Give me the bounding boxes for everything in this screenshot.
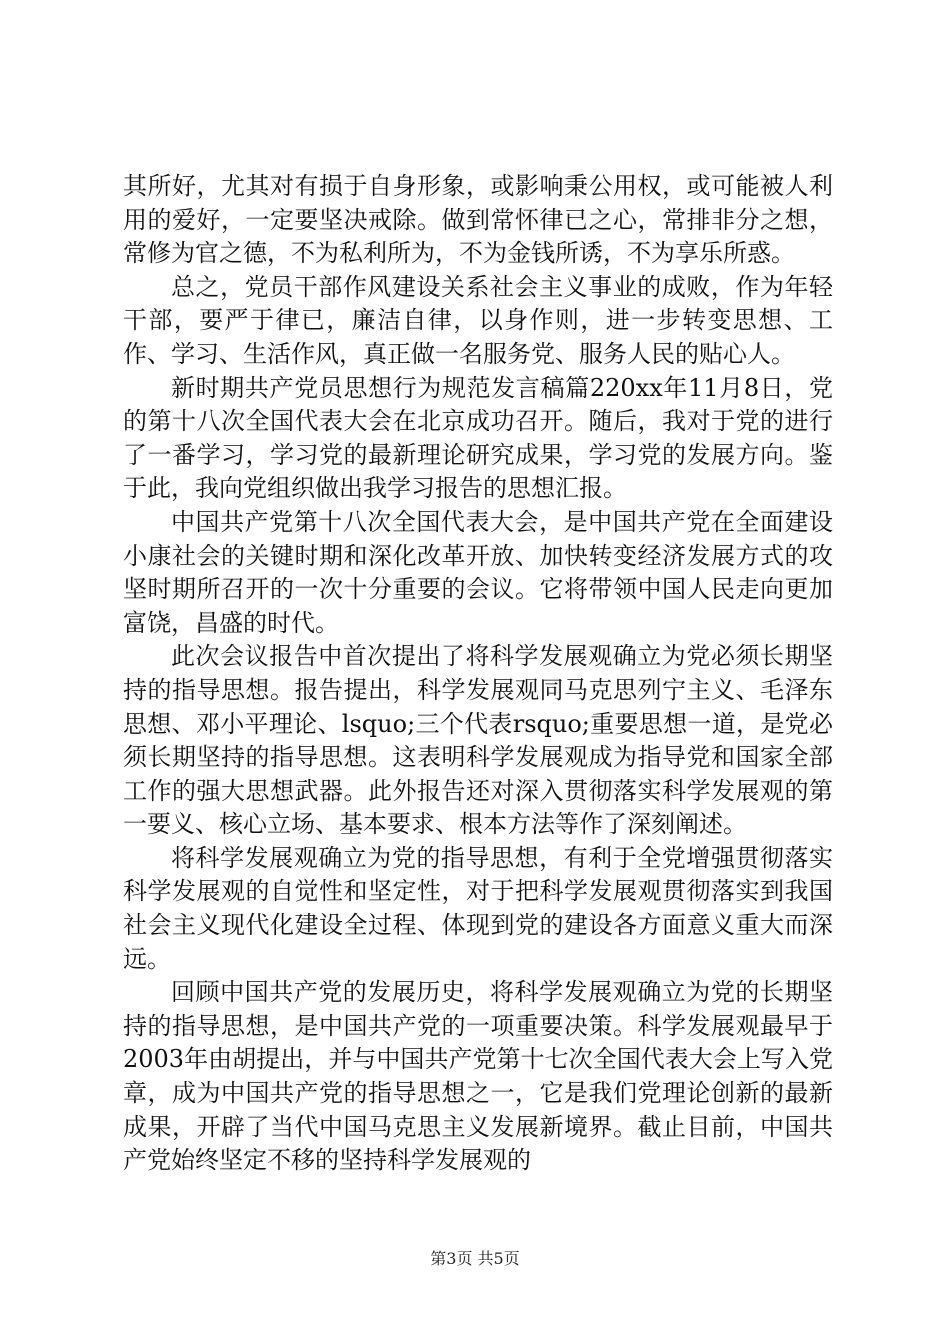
paragraph-4: 中国共产党第十八次全国代表大会，是中国共产党在全面建设小康社会的关键时期和深化改革开放、加快转变经济发展方式的攻坚时期所召开的一次十分重要的会议。它将带领中国人民走向更加富饶，昌盛的时代。 (123, 507, 833, 637)
paragraph-5: 此次会议报告中首次提出了将科学发展观确立为党必须长期坚持的指导思想。报告提出，科学发展观同马克思列宁主义、毛泽东思想、邓小平理论、lsquo;三个代表rsquo;重要思想一道，是党必须长期坚持的指导思想。这表明科学发展观成为指导党和国家全部工作的强大思想武器。此外报告还对深入贯彻落实科学发展观的第一要义、核心立场、基本要求、根本方法等作了深刻阐述。 (123, 642, 833, 839)
paragraph-6: 将科学发展观确立为党的指导思想，有利于全党增强贯彻落实科学发展观的自觉性和坚定性，对于把科学发展观贯彻落实到我国社会主义现代化建设全过程、体现到党的建设各方面意义重大而深远。 (123, 843, 833, 973)
paragraph-3: 新时期共产党员思想行为规范发言稿篇220xx年11月8日，党的第十八次全国代表大会在北京成功召开。随后，我对于党的进行了一番学习，学习党的最新理论研究成果，学习党的发展方向。鉴于此，我向党组织做出我学习报告的思想汇报。 (123, 373, 833, 503)
document-body (123, 170, 833, 1178)
paragraph-7: 回顾中国共产党的发展历史，将科学发展观确立为党的长期坚持的指导思想，是中国共产党的一项重要决策。科学发展观最早于2003年由胡提出，并与中国共产党第十七次全国代表大会上写入党章，成为中国共产党的指导思想之一，它是我们党理论创新的最新成果，开辟了当代中国马克思主义发展新境界。截止目前，中国共产党始终坚定不移的坚持科学发展观的 (123, 978, 833, 1175)
page-number-footer: 第3页 共5页 (430, 1249, 520, 1268)
paragraph-1: 其所好，尤其对有损于自身形象，或影响秉公用权，或可能被人利用的爱好，一定要坚决戒除。做到常怀律已之心，常排非分之想，常修为官之德，不为私利所为，不为金钱所诱，不为享乐所惑。 (123, 172, 833, 268)
paragraph-2: 总之，党员干部作风建设关系社会主义事业的成败，作为年轻干部，要严于律已，廉洁自律，以身作则，进一步转变思想、工作、学习、生活作风，真正做一名服务党、服务人民的贴心人。 (123, 272, 833, 368)
